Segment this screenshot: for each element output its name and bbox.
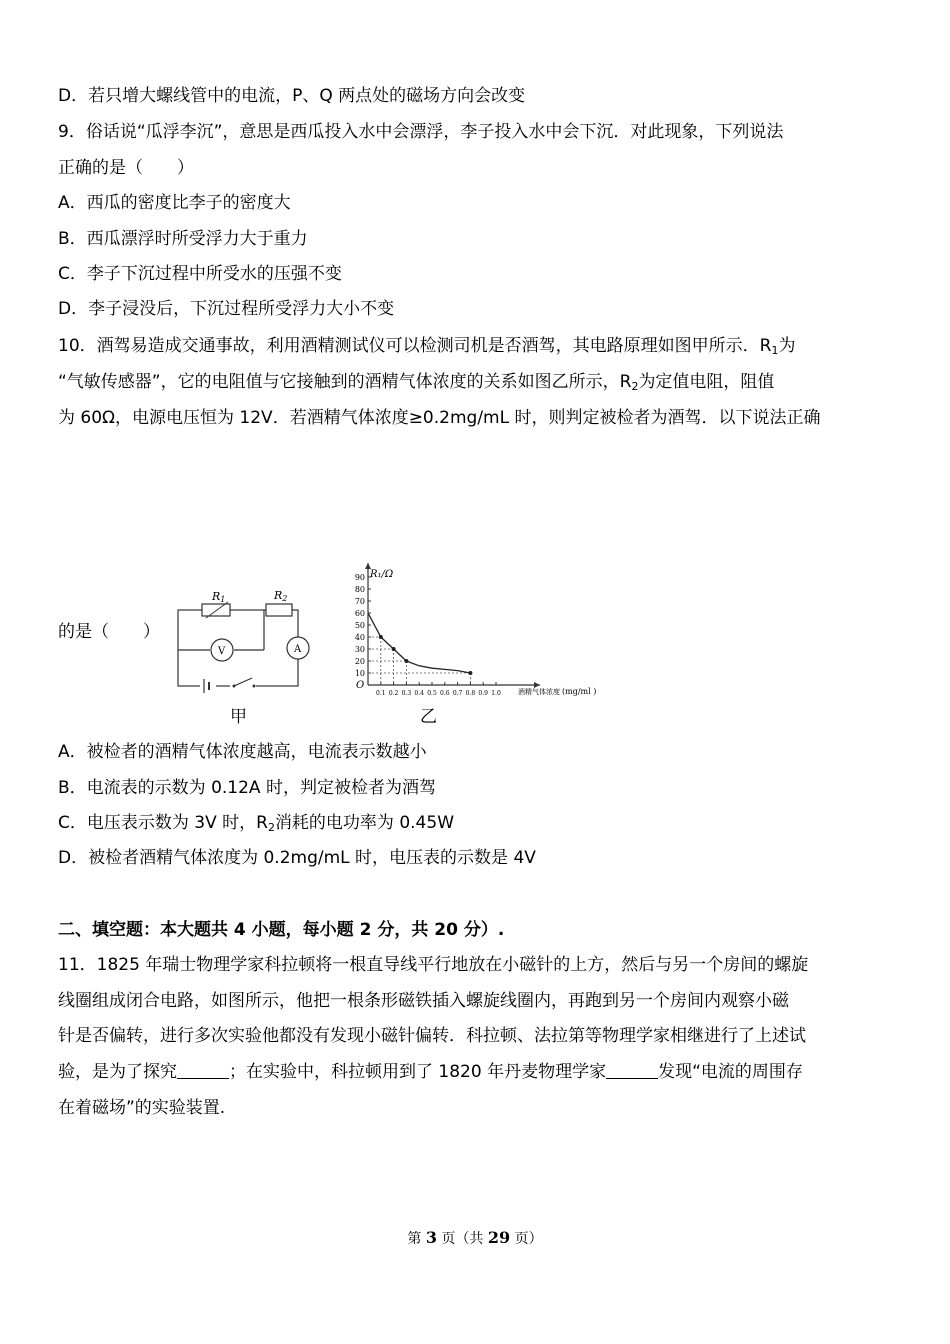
y-tick-label: 80 <box>354 585 365 594</box>
q9-stem-line1: 9．俗话说“瓜浮李沉”，意思是西瓜投入水中会漂浮，李子投入水中会下沉．对此现象，下列说法 <box>58 122 784 142</box>
yi-caption: 乙 <box>420 707 437 727</box>
y-tick-label: 90 <box>354 573 365 582</box>
data-point <box>392 647 396 651</box>
q9-option-c: C．李子下沉过程中所受水的压强不变 <box>58 264 342 284</box>
voltmeter-label: V <box>218 646 226 657</box>
x-tick-label: 0.6 <box>440 690 450 697</box>
q11-blank-2 <box>606 1062 658 1079</box>
battery-symbol <box>200 679 216 693</box>
q10-option-d: D．被检者酒精气体浓度为 0.2mg/mL 时，电压表的示数是 4V <box>58 848 536 868</box>
q11-line5: 在着磁场”的实验装置. <box>58 1098 226 1118</box>
x-tick-label: 0.5 <box>427 690 437 697</box>
jia-caption: 甲 <box>230 707 247 727</box>
data-point <box>404 659 408 663</box>
series-line <box>368 613 470 673</box>
chart-origin-label: O <box>356 680 365 691</box>
y-tick-label: 10 <box>354 669 365 678</box>
x-tick-label: 1.0 <box>491 690 501 697</box>
q10-option-b: B．电流表的示数为 0.12A 时，判定被检者为酒驾 <box>58 778 436 798</box>
x-tick-label: 0.9 <box>478 690 488 697</box>
circuit-diagram <box>178 610 298 686</box>
q10-stem-line1: 10．酒驾易造成交通事故，利用酒精测试仪可以检测司机是否酒驾，其电路原理如图甲所示．$R_1$为 <box>58 336 796 357</box>
q10-option-a: A．被检者的酒精气体浓度越高，电流表示数越小 <box>58 742 427 762</box>
q11-line3: 针是否偏转，进行多次实验他都没有发现小磁针偏转．科拉顿、法拉第等物理学家相继进行了上述试 <box>58 1026 806 1046</box>
x-tick-label: 0.8 <box>465 690 476 697</box>
y-tick-label: 60 <box>354 609 365 618</box>
r2-resistor <box>266 604 292 616</box>
q11-line1: 11．1825 年瑞士物理学家科拉顿将一根直导线平行地放在小磁针的上方，然后与另一个房间的螺旋 <box>58 955 809 975</box>
q10-figure <box>170 552 610 728</box>
q11-blank-1 <box>177 1062 229 1079</box>
q11-line4: 验，是为了探究 ；在实验中，科拉顿用到了 1820 年丹麦物理学家 发现“电流的周围存 <box>58 1062 803 1082</box>
q9-stem-line2: 正确的是（ ） <box>58 158 194 178</box>
q8-option-d: D．若只增大螺线管中的电流，P、Q 两点处的磁场方向会改变 <box>58 86 526 106</box>
y-tick-label: 40 <box>354 633 365 642</box>
q9-option-b: B．西瓜漂浮时所受浮力大于重力 <box>58 229 308 249</box>
x-tick-label: 0.3 <box>401 690 412 697</box>
q9-option-d: D．李子浸没后，下沉过程所受浮力大小不变 <box>58 299 395 319</box>
y-tick-label: 20 <box>354 657 365 666</box>
y-tick-label: 50 <box>354 621 365 630</box>
chart-y-axis-label: R₁/Ω <box>370 569 394 580</box>
switch-symbol <box>230 678 256 692</box>
x-tick-label: 0.1 <box>376 690 386 697</box>
q10-stem-line4: 的是（ ） <box>58 622 160 642</box>
q9-option-a: A．西瓜的密度比李子的密度大 <box>58 193 291 213</box>
ammeter-label: A <box>294 644 302 655</box>
r1-label: R1 <box>212 590 226 604</box>
circuit-outline <box>178 610 298 686</box>
x-tick-label: 0.4 <box>414 690 424 697</box>
data-point <box>468 671 472 675</box>
concentration-resistance-chart <box>355 563 540 697</box>
r2-label: R2 <box>274 589 288 603</box>
q11-line2: 线圈组成闭合电路，如图所示，他把一根条形磁铁插入螺旋线圈内，再跑到另一个房间内观察小磁 <box>58 991 789 1011</box>
page-footer: 第 3 页（共 29 页） <box>407 1228 543 1247</box>
q10-stem-line2: “气敏传感器”，它的电阻值与它接触到的酒精气体浓度的关系如图乙所示，$R_2$为定值电阻，阻值 <box>58 372 775 393</box>
chart-x-axis-label: 酒精气体浓度 <box>518 688 560 696</box>
q10-figure-svg <box>170 552 610 728</box>
y-tick-label: 30 <box>354 645 365 654</box>
r1-resistor <box>202 602 230 618</box>
x-tick-label: 0.7 <box>452 690 463 697</box>
chart-x-axis-unit: (mg/ml ) <box>562 687 597 696</box>
data-point <box>379 635 383 639</box>
q10-stem-line3: 为 60Ω，电源电压恒为 12V．若酒精气体浓度≥0.2mg/mL 时，则判定被检者为酒驾．以下说法正确 <box>58 408 821 428</box>
section2-heading: 二、填空题：本大题共 4 小题，每小题 2 分，共 20 分）. <box>58 920 505 940</box>
q10-option-c: C．电压表示数为 3V 时，$R_2$消耗的电功率为 0.45W <box>58 813 455 834</box>
y-tick-label: 70 <box>354 597 365 606</box>
x-tick-label: 0.2 <box>388 690 399 697</box>
